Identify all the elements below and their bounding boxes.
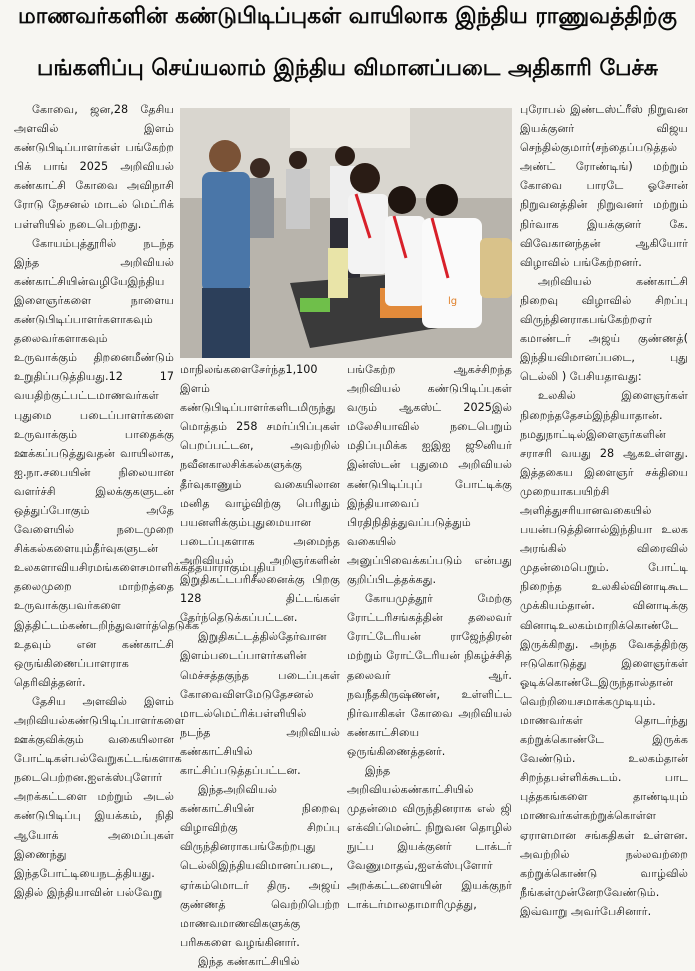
- headline-line-2: பங்களிப்பு செய்யலாம் இந்திய விமானப்படை அதிகாரி பேச்சு: [37, 56, 658, 81]
- paragraph: இந்த அறிவியல்கண்காட்சியில் முதன்மை விருந்தினராக எல் ஜி எக்விப்மென்ட் நிறுவன தொழில் நுட்ப இயக்குனர் டாக்டர் வேணுமாதவ்,ஐஎக்ஸ்புளோர் அறக்கட்டளையின் இயக்குநர் டாக்டர்மாலதாமாரிமுத்து,: [347, 763, 512, 911]
- article-column-3: [347, 360, 512, 911]
- banner-text: lg: [448, 296, 458, 307]
- article-column-4: [520, 100, 688, 918]
- paragraph: மாநிலங்களைசேர்ந்த1,100 இளம் கண்டுபிடிப்பாளர்களிடமிருந்து மொத்தம் 258 சமர்ப்பிப்புகள் பெறப்பட்டன, அவற்றில் நவீனகாலசிக்கல்களுக்கு தீர்வுகாணும் வகையிலான மனித வாழ்விற்கு பெரிதும் பயனளிக்கும்புதுமையான படைப்புகளாக அமைந்த அறிவியல் அறிஞர்களின் இறுதிகட்டபரிசீலனைக்கு பிறகு 128 திட்டங்கள் தேர்ந்தெடுக்கப்பட்டன.: [180, 363, 340, 625]
- headline-line-1: மாணவர்களின் கண்டுபிடிப்புகள் வாயிலாக இந்திய ராணுவத்திற்கு: [18, 4, 677, 29]
- paragraph: கோயம்புத்தூரில் நடந்த இந்த அறிவியல் கண்காட்சியின்வழியேஇந்திய இளைஞர்களை நாளைய கண்டுபிடிப்பாளர்களாகவும் தலைவர்களாகவும் உருவாக்கும் திறனைமீண்டும் உறுதிப்படுத்தியது.12 17 வயதிற்குட்பட்டமாணவர்கள் புதுமை படைப்பாளர்களை உருவாக்கும் பாதைக்கு ஊக்கப்படுத்துவதன் வாயிலாக, ஐ.நா.சபையின் நிலையான வளர்ச்சி இலக்குகளுடன் ஒத்துப்போகும் அதே வேளையில் நடைமுறை சிக்கல்களையும்தீர்வுகளுடன் உலகளாவியசிரமங்களைசமாளிக்கத்தயாராகும்புதிய தலைமுறை மாற்றத்தை உருவாக்குபவர்களை இத்திட்டம்கண்டறிந்துவளர்த்தெடுக்க உதவும் என கண்காட்சி ஒருங்கிணைப்பாளராக தெரிவித்தனர்.: [14, 236, 276, 689]
- paragraph: கோயமுத்தூர் மேற்கு ரோட்டரிசங்கத்தின் தலைவர் ரோட்டேரியன் ராஜேந்திரன் மற்றும் ரோட்டேரியன் நிகழ்ச்சித் தலைவர் ஆர். நவநீதகிருஷ்ணன், உள்ளிட்ட நிர்வாகிகள் கோவை அறிவியல் கண்காட்சியை ஒருங்கிணைத்தனர்.: [347, 592, 512, 758]
- paragraph: பங்கேற்ற ஆகச்சிறந்த அறிவியல் கண்டுபிடிப்புகள் வரும் ஆகஸ்ட் 2025இல் மலேசியாவில் நடைபெறும் மதிப்புமிக்க ஐஇஐ ஜூனியர் இன்ஸ்டன் புதுமை அறிவியல் கண்டுபிடிப்புப் போட்டிக்கு இந்தியாவைப் பிரதிநிதித்துவப்படுத்தும் வகையில் அனுப்பிவைக்கப்படும் என்பது குறிப்பிடத்தக்கது.: [347, 363, 512, 587]
- paragraph: இந்த கண்காட்சியில்: [198, 954, 300, 968]
- paragraph: புரோபல் இண்டஸ்ட்ரீஸ் நிறுவன இயக்குனர் விஜய செந்தில்குமார்(சந்தைப்படுத்தல் அண்ட் ரோண்டிங்) மற்றும் கோவை பாரடே ஓசோன் நிறுவனத்தின் நிறுவனர் மற்றும் நிர்வாக இயக்குனர் கே. விவேகானந்தன் ஆகியோர் விழாவில் பங்கேற்றனர்.: [520, 103, 688, 269]
- article-column-2: [180, 360, 340, 968]
- paragraph: இறுதிகட்டத்தில்தேர்வான இளம்படைப்பாளர்களின் மெச்சத்தகுந்த படைப்புகள் கோவைவிளமேடுதேசனல் மாடல்மெட்ரிக்பள்ளியில் நடந்த அறிவியல் கண்காட்சியில் காட்சிப்படுத்தப்பட்டன.: [180, 630, 340, 777]
- paragraph: கோவை, ஜன,28 தேசிய அளவில் இளம் கண்டுபிடிப்பாளர்கள் பங்கேற்ற பிக் பாங் 2025 அறிவியல் கண்காட்சி கோவை அவிநாசி ரோடு நேசனல் மாடல் மெட்ரிக் பள்ளியில் நடைபெற்றது.: [14, 103, 174, 231]
- photo-illustration: [180, 108, 512, 358]
- paragraph: உலகில் இளைஞர்கள் நிறைந்ததேசம்இந்தியாதான். நமதுநாட்டில்இளைஞர்களின் சராசரி வயது 28 ஆகஉள்ளது. இத்தகைய இளைஞர் சக்தியை முறையாகபயிற்சி அளித்துசரியானவகையில் பயன்படுத்தினால்இந்தியா உலக அரங்கில் விரைவில் முதன்மைபெறும். போட்டி நிறைந்த உலகில்வினாடிகூட முக்கியம்தான். வினாடிக்கு வினாடிஉலகம்மாறிக்கொண்டே இருக்கிறது. அந்த வேகத்திற்கு ஈடுகொடுத்து இளைஞர்கள் ஓடிக்கொண்டேஇருந்தால்தான் வெற்றியைசமாக்கமுடியும். மாணவர்கள் தொடர்ந்து கற்றுக்கொண்டே இருக்க வேண்டும். உலகம்தான் சிறந்தபள்ளிக்கூடம். பாட புத்தகங்களை தாண்டியும் மாணவர்கள்கற்றுக்கொள்ள ஏராளமான சங்கதிகள் உள்ளன. அவற்றில் நல்லவற்றை கற்றுக்கொண்டு வாழ்வில் நீங்கள்முன்னேறவேண்டும். இவ்வாறு அவர்பேசினார்.: [520, 389, 688, 918]
- paragraph: தேசிய அளவில் இளம் அறிவியல்கண்டுபிடிப்பாளர்களை ஊக்குவிக்கும் வகையிலான போட்டிகள்பல்வேறுகட்டங்களாக நடைபெற்றன.ஐஎக்ஸ்புளோர் அறக்கட்டளை மற்றும் அடல் கண்டுபிடிப்பு இயக்கம், நிதி ஆயோக் அமைப்புகள் இணைந்து இந்தபோட்டியைநடத்தியது. இதில் இந்தியாவின் பல்வேறு: [14, 694, 185, 899]
- news-photo: [180, 108, 512, 358]
- paragraph: அறிவியல் கண்காட்சி நிறைவு விழாவில் சிறப்பு விருந்தினராகபங்கேற்றஏர் கமாண்டர் அஜய் குண்ணத்( இந்தியவிமானப்படை, புது டெல்லி ) பேசியதாவது:: [520, 274, 688, 384]
- paragraph: இந்தஅறிவியல் கண்காட்சியின் நிறைவு விழாவிற்கு சிறப்பு விருந்தினராகபங்கேற்றபுது டெல்லிஇந்தியவிமானப்படை, ஏர்கம்மொடர் திரு. அஜய் குண்ணத் வெற்றிபெற்ற மாணவமாணவிகளுக்கு பரிசுகளை வழங்கினார்.: [180, 783, 340, 949]
